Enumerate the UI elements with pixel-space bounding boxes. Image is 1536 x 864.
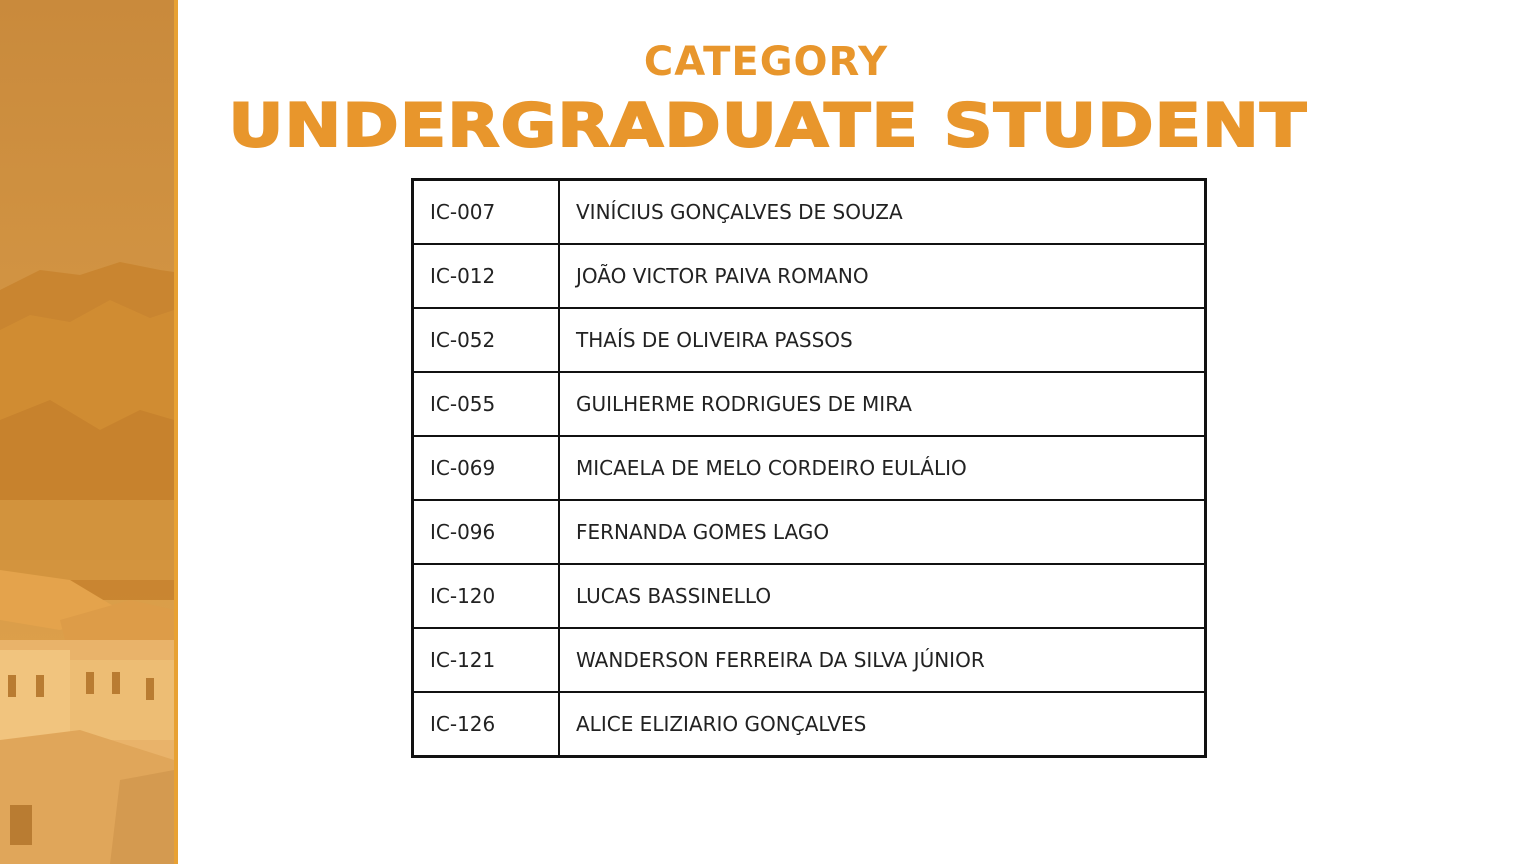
student-code-cell: IC-096 bbox=[413, 500, 560, 564]
student-name-cell: GUILHERME RODRIGUES DE MIRA bbox=[559, 372, 1206, 436]
student-code-cell: IC-007 bbox=[413, 180, 560, 245]
student-code-cell: IC-121 bbox=[413, 628, 560, 692]
page-title: UNDERGRADUATE STUDENT bbox=[228, 91, 1308, 161]
table-row bbox=[413, 180, 1206, 245]
student-code-cell: IC-055 bbox=[413, 372, 560, 436]
student-name-cell: MICAELA DE MELO CORDEIRO EULÁLIO bbox=[559, 436, 1206, 500]
student-name-cell: VINÍCIUS GONÇALVES DE SOUZA bbox=[559, 180, 1206, 245]
table-row bbox=[413, 500, 1206, 564]
student-name-cell: ALICE ELIZIARIO GONÇALVES bbox=[559, 692, 1206, 757]
student-name-cell: WANDERSON FERREIRA DA SILVA JÚNIOR bbox=[559, 628, 1206, 692]
student-code-cell: IC-120 bbox=[413, 564, 560, 628]
student-table bbox=[411, 178, 1207, 758]
student-code-cell: IC-069 bbox=[413, 436, 560, 500]
student-name-cell: THAÍS DE OLIVEIRA PASSOS bbox=[559, 308, 1206, 372]
table-row bbox=[413, 564, 1206, 628]
student-name-cell: FERNANDA GOMES LAGO bbox=[559, 500, 1206, 564]
table-row bbox=[413, 692, 1206, 757]
student-table-body bbox=[413, 180, 1206, 757]
table-row bbox=[413, 436, 1206, 500]
student-code-cell: IC-052 bbox=[413, 308, 560, 372]
table-row bbox=[413, 628, 1206, 692]
table-row bbox=[413, 244, 1206, 308]
table-row bbox=[413, 308, 1206, 372]
student-code-cell: IC-126 bbox=[413, 692, 560, 757]
student-name-cell: LUCAS BASSINELLO bbox=[559, 564, 1206, 628]
student-name-cell: JOÃO VICTOR PAIVA ROMANO bbox=[559, 244, 1206, 308]
student-code-cell: IC-012 bbox=[413, 244, 560, 308]
category-label: CATEGORY bbox=[643, 39, 889, 85]
table-row bbox=[413, 372, 1206, 436]
